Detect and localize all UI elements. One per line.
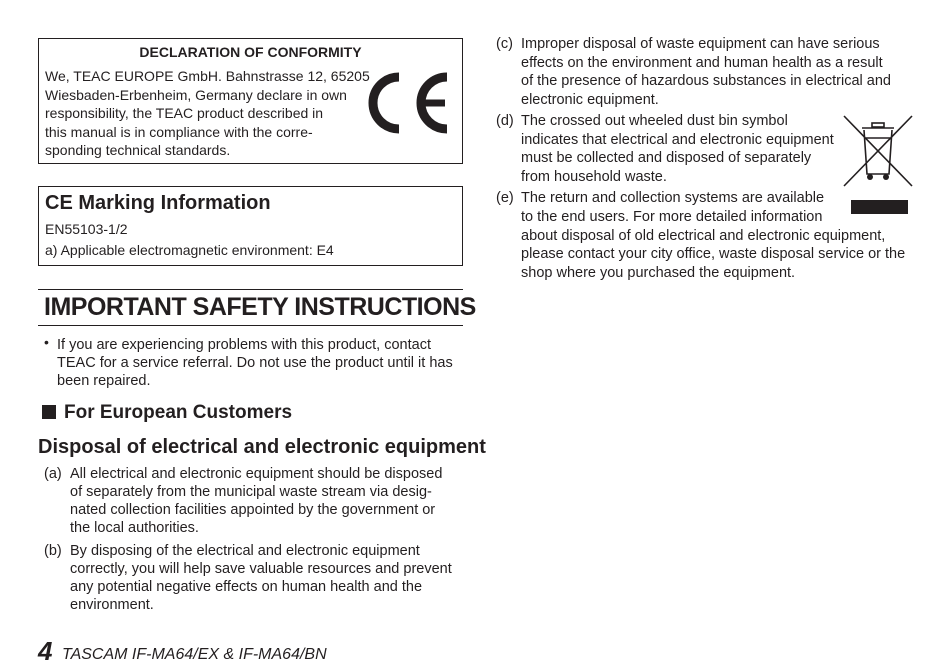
item-line: The crossed out wheeled dust bin symbol (521, 113, 788, 129)
item-line: correctly, you will help save valuable resources and prevent (70, 561, 452, 577)
item-line: The return and collection systems are available (521, 190, 825, 206)
item-line: electronic equipment. (521, 92, 659, 108)
page-number: 4 (38, 636, 53, 666)
footer-title: TASCAM IF-MA64/EX & IF-MA64/BN (62, 646, 327, 663)
item-line: from household waste. (521, 169, 667, 185)
declaration-line: responsibility, the TEAC product described in (45, 105, 324, 121)
declaration-title: DECLARATION OF CONFORMITY (139, 44, 362, 60)
item-marker: (e) (496, 190, 514, 206)
item-marker: (d) (496, 113, 514, 129)
safety-bullet-line: been repaired. (57, 373, 151, 389)
item-line: nated collection facilities appointed by the government or (70, 502, 436, 518)
item-line: about disposal of old electrical and electronic equipment, (521, 228, 886, 244)
item-line: Improper disposal of waste equipment can have serious (521, 36, 880, 52)
item-line: must be collected and disposed of separately (521, 150, 812, 166)
divider-top (38, 289, 463, 290)
declaration-line: this manual is in compliance with the corre- (45, 124, 313, 140)
ce-marking-title: CE Marking Information (45, 192, 271, 214)
declaration-line: Wiesbaden-Erbenheim, Germany declare in own (45, 87, 347, 103)
item-line: any potential negative effects on human health and the (70, 579, 423, 595)
ce-mark-icon (361, 69, 457, 137)
ce-marking-line: EN55103-1/2 (45, 221, 128, 237)
item-line: environment. (70, 597, 154, 613)
european-heading: For European Customers (64, 402, 293, 423)
bullet-dot-icon: • (44, 334, 49, 350)
item-line: effects on the environment and human health as a result (521, 55, 883, 71)
item-line: of the presence of hazardous substances in electrical and (521, 73, 891, 89)
item-line: All electrical and electronic equipment should be disposed (70, 466, 443, 482)
ce-marking-line: a) Applicable electromagnetic environment: E4 (45, 242, 334, 258)
declaration-line: We, TEAC EUROPE GmbH. Bahnstrasse 12, 65205 (45, 68, 370, 84)
item-line: shop where you purchased the equipment. (521, 265, 796, 281)
ce-marking-box (38, 186, 463, 266)
disposal-title: Disposal of electrical and electronic equipment (38, 436, 486, 458)
item-line: the local authorities. (70, 520, 199, 536)
declaration-box (38, 38, 463, 164)
bin-underline-bar (851, 200, 908, 214)
item-line: to the end users. For more detailed information (521, 209, 823, 225)
safety-bullet-line: TEAC for a service referral. Do not use the product until it has (57, 355, 453, 371)
item-line: indicates that electrical and electronic equipment (521, 132, 834, 148)
item-line: By disposing of the electrical and electronic equipment (70, 543, 420, 559)
item-line: please contact your city office, waste disposal service or the (521, 246, 906, 262)
declaration-line: sponding technical standards. (45, 142, 231, 158)
safety-title: IMPORTANT SAFETY INSTRUCTIONS (44, 293, 476, 321)
square-bullet-icon (42, 405, 56, 419)
item-marker: (b) (44, 543, 62, 559)
divider-bottom (38, 325, 463, 326)
item-marker: (c) (496, 36, 513, 52)
safety-bullet-line: If you are experiencing problems with this product, contact (57, 337, 431, 353)
crossed-out-bin-icon (842, 114, 914, 188)
item-line: of separately from the municipal waste stream via desig- (70, 484, 432, 500)
item-marker: (a) (44, 466, 62, 482)
